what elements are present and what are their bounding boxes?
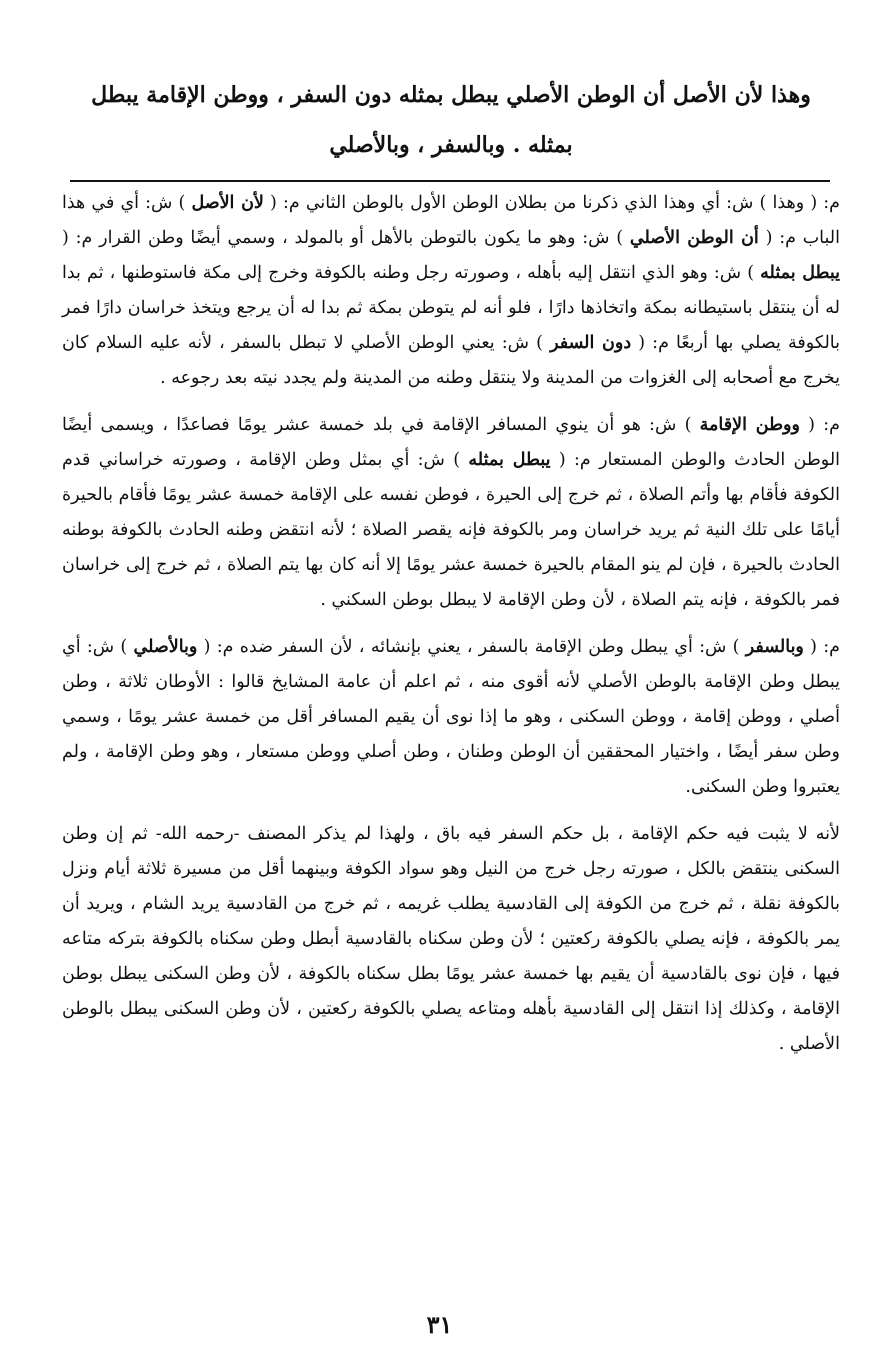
matn-quote: دون السفر: [550, 333, 632, 353]
commentary-text: لأنه لا يثبت فيه حكم الإقامة ، بل حكم السفر فيه باق ، ولهذا لم يذكر المصنف -رحمه الله- ثم إن وطن السكنى ينتقض بالكل ، صورته رجل خرج من النيل وهو سواد الكوفة وبينهما أقل من مسيرة ثلاثة أيام ونزل بالكوفة نقلة ، ثم خرج من الكوفة إلى القادسية يطلب غريمه ، ثم خرج من القادسية يريد الشام ، ويريد أن يمر بالكوفة ، فإنه يصلي بالكوفة ركعتين ؛ لأن وطن سكناه بالقادسية أبطل وطن سكناه بالكوفة بتركه متاعه فيها ، فإن نوى بالقادسية أن يقيم بها خمسة عشر يومًا بطل سكناه بالكوفة ، لأن وطن السكنى يبطل بوطن الإقامة ، وكذلك إذا انتقل إلى القادسية بأهله ومتاعه يصلي بالكوفة ركعتين ، لأن وطن السكنى يبطل بالوطن الأصلي .: [62, 824, 840, 1054]
commentary-text: ) ش: هو أن ينوي المسافر الإقامة في بلد خمسة عشر يومًا فصاعدًا ، ويسمى أيضًا الوطن الحادث والوطن المستعار م: (: [62, 415, 841, 470]
commentary-text: ) ش: وهو الذي انتقل إليه بأهله ، وصورته رجل وطنه بالكوفة وخرج إلى مكة فاستوطنها ، ثم بدا له أن ينتقل باستيطانه بمكة واتخاذها دارًا ، فلو أنه لم يتوطن بمكة ثم بدا له أن يرجع ويتخذ خراسان دارًا فمر بالكوفة يصلي بها أربعًا م: (: [62, 263, 840, 353]
commentary-paragraph: [62, 186, 840, 396]
commentary-paragraph: [62, 630, 840, 805]
commentary-text: ) ش: أي في هذا الباب م: (: [62, 193, 840, 248]
matn-quote: ووطن الإقامة: [699, 415, 800, 435]
page-number: ٣١: [426, 1310, 453, 1339]
matn-quote: يبطل بمثله: [468, 450, 551, 470]
commentary-text: ) ش: أي بمثل وطن الإقامة ، وصورته خراساني قدم الكوفة فأقام بها وأتم الصلاة ، ثم خرج إلى الحيرة ، فوطن نفسه على الإقامة خمسة عشر يومًا فأقام بالحيرة أيامًا على تلك النية ثم يريد خراسان ومر بالكوفة فإنه يقصر الصلاة ؛ لأنه انتقض وطنه الحادث بالكوفة بوطنه الحادث بالحيرة ، فإن لم ينو المقام بالحيرة خمسة عشر يومًا إلا أنه كان بها يتم الصلاة ، ثم خرج إلى خراسان فمر بالكوفة ، فإنه يتم الصلاة ، لأن وطن الإقامة لا يبطل بوطن السكني .: [62, 450, 840, 610]
commentary-text: م: (: [803, 637, 841, 657]
commentary-text: م: ( وهذا ) ش: أي وهذا الذي ذكرنا من بطلان الوطن الأول بالوطن الثاني م: (: [263, 193, 840, 213]
matn-quote: لأن الأصل: [191, 193, 264, 213]
matn-quote: وبالسفر: [745, 637, 804, 657]
matn-text: وهذا لأن الأصل أن الوطن الأصلي يبطل بمثله دون السفر ، ووطن الإقامة يبطل بمثله . وبالسفر ، وبالأصلي: [91, 82, 811, 158]
matn-quote: وبالأصلي: [133, 637, 198, 657]
matn-quote: أن الوطن الأصلي: [629, 228, 759, 248]
commentary-text: ) ش: أي يبطل وطن الإقامة بالسفر ، يعني بإنشائه ، لأن السفر ضده م: (: [197, 637, 746, 657]
commentary-text: ) ش: وهو ما يكون بالتوطن بالأهل أو بالمولد ، وسمي أيضًا وطن القرار م: (: [62, 228, 630, 248]
commentary-paragraph: [62, 817, 840, 1062]
matn-quote: يبطل بمثله: [760, 263, 840, 283]
separator-rule: [70, 180, 830, 182]
commentary-paragraph: [62, 408, 840, 618]
commentary-text: م: (: [799, 415, 841, 435]
commentary-body: [62, 186, 840, 1062]
commentary-text: ) ش: يعني الوطن الأصلي لا تبطل بالسفر ، لأنه عليه السلام كان يخرج مع أصحابه إلى الغزوات من المدينة ولا ينتقل وطنه من المدينة ولم يجدد نيته بعد رجوعه .: [62, 333, 840, 388]
page-content: [62, 70, 840, 1074]
commentary-text: ) ش: أي يبطل وطن الإقامة بالوطن الأصلي لأنه أقوى منه ، ثم اعلم أن عامة المشايخ قالوا : الأوطان ثلاثة ، وطن أصلي ، ووطن إقامة ، ووطن السكنى ، وهو ما إذا نوى أن يقيم المسافر أقل من خمسة عشر يومًا ، وسمي وطن سفر أيضًا ، واختيار المحققين أن الوطن وطنان ، وطن أصلي ووطن مستعار ، وهو وطن الإقامة ، ولم يعتبروا وطن السكنى.: [62, 637, 840, 797]
